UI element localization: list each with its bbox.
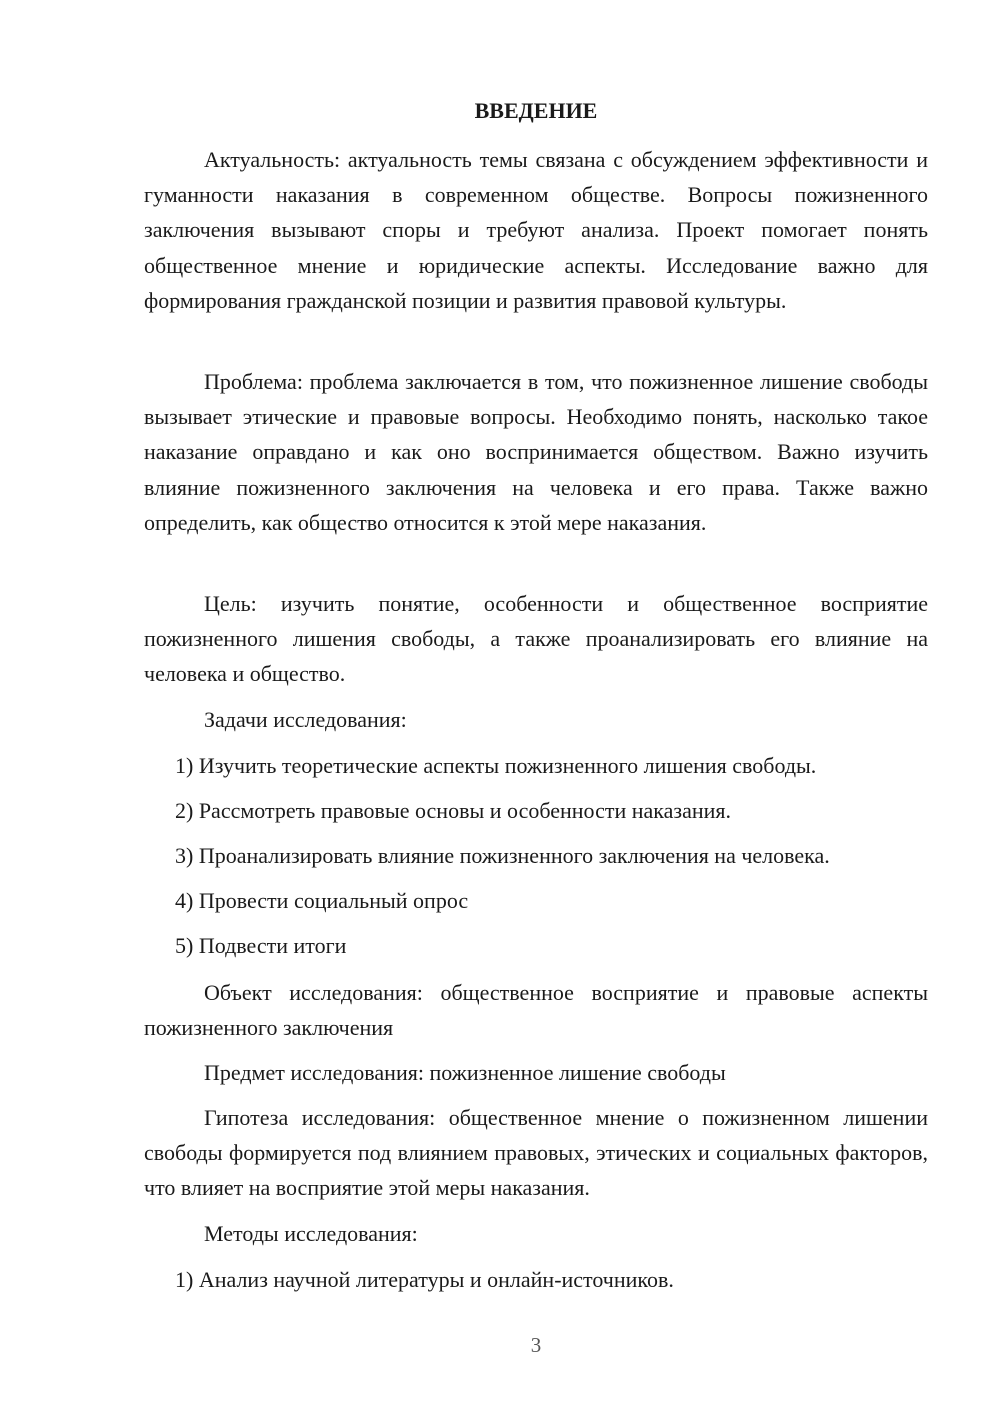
subject-paragraph: Предмет исследования: пожизненное лишение свободы [204, 1060, 726, 1085]
goal-paragraph: Цель: изучить понятие, особенности и общественное восприятие пожизненного лишения свободы, а также проанализировать его влияние на человека и общество. [144, 591, 928, 687]
methods-heading: Методы исследования: [204, 1221, 418, 1246]
task-item-3: 3) Проанализировать влияние пожизненного заключения на человека. [175, 843, 830, 868]
task-item-2: 2) Рассмотреть правовые основы и особенности наказания. [175, 798, 732, 823]
task-item-1: 1) Изучить теоретические аспекты пожизненного лишения свободы. [175, 753, 817, 778]
method-item-1: 1) Анализ научной литературы и онлайн-источников. [175, 1267, 674, 1292]
task-item-4: 4) Провести социальный опрос [175, 888, 469, 913]
hypothesis-paragraph: Гипотеза исследования: общественное мнение о пожизненном лишении свободы формируется под влиянием правовых, этических и социальных факторов, что влияет на восприятие этой меры наказания. [144, 1105, 928, 1201]
section-title: ВВЕДЕНИЕ [474, 98, 598, 123]
problem-paragraph: Проблема: проблема заключается в том, что пожизненное лишение свободы вызывает этические и правовые вопросы. Необходимо понять, насколько такое наказание оправдано и как оно воспринимается обществом. Важно изучить влияние пожизненного заключения на человека и его права. Также важно определить, как общество относится к этой мере наказания. [144, 369, 928, 535]
tasks-heading: Задачи исследования: [204, 707, 407, 732]
object-paragraph: Объект исследования: общественное восприятие и правовые аспекты пожизненного заключения [144, 980, 928, 1041]
relevance-paragraph: Актуальность: актуальность темы связана с обсуждением эффективности и гуманности наказания в современном обществе. Вопросы пожизненного заключения вызывают споры и требуют анализа. Проект помогает понять общественное мнение и юридические аспекты. Исследование важно для формирования гражданской позиции и развития правовой культуры. [144, 147, 928, 313]
task-item-5: 5) Подвести итоги [175, 933, 347, 958]
page-number: 3 [530, 1333, 542, 1357]
